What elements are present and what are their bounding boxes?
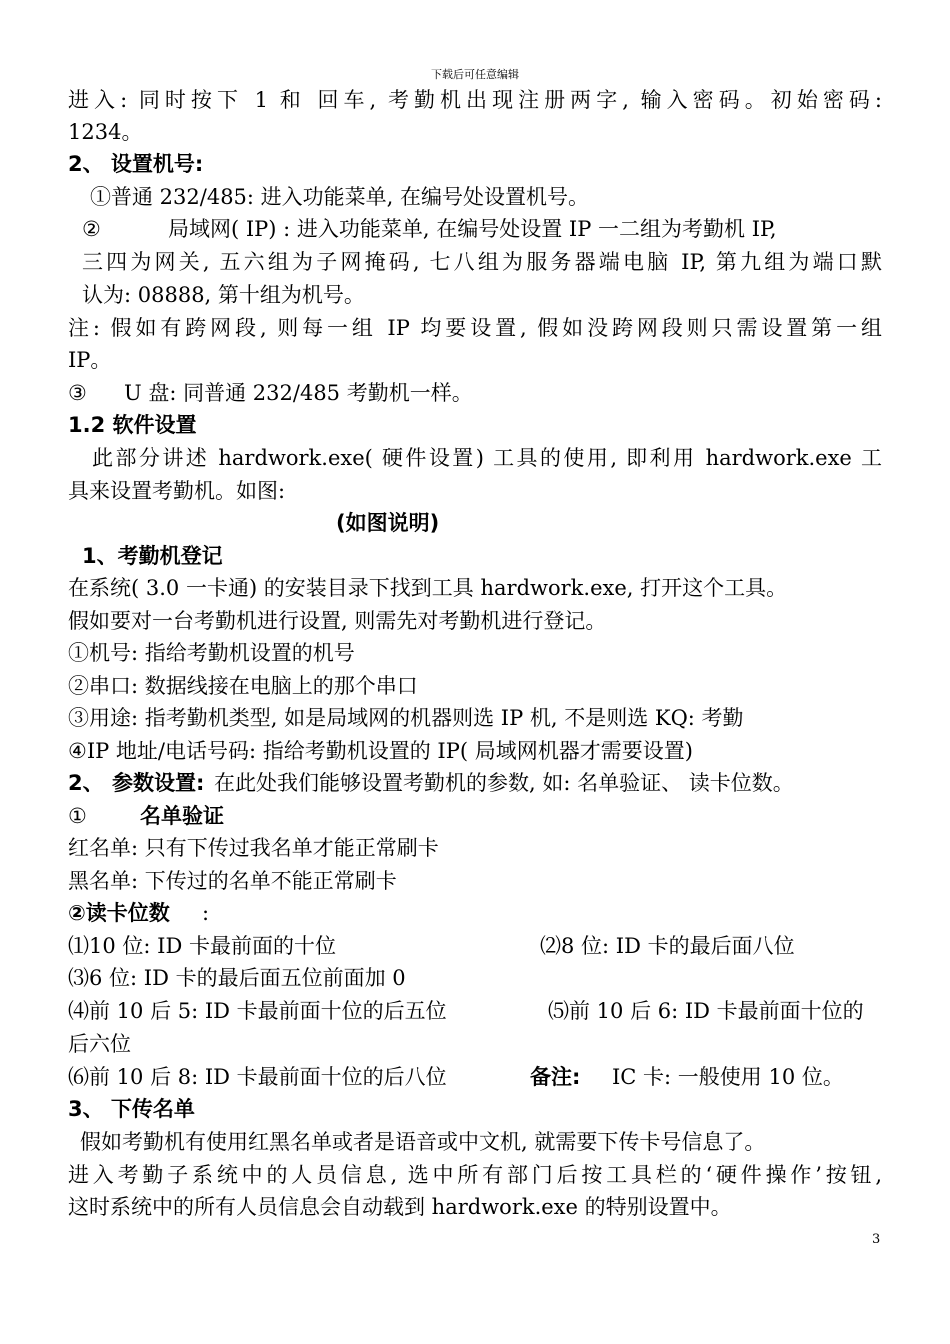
text-line: ③用途: 指考勤机类型, 如是局域网的机器则选 IP 机, 不是则选 KQ: 考勤 bbox=[68, 706, 744, 730]
text-line: ⑷前 10 后 5: ID 卡最前面十位的后五位 bbox=[68, 999, 447, 1023]
subsection-heading: 参数设置: bbox=[112, 771, 205, 795]
text-line: ⑹前 10 后 8: ID 卡最前面十位的后八位 bbox=[68, 1065, 447, 1089]
text-line: ② bbox=[82, 217, 101, 241]
page-header: 下载后可任意编辑 bbox=[431, 68, 519, 81]
text-line: 1234。 bbox=[68, 120, 143, 144]
text-line: 红名单: 只有下传过我名单才能正常刷卡 bbox=[68, 836, 439, 860]
page-number: 3 bbox=[872, 1232, 881, 1247]
text-line: : bbox=[202, 901, 210, 925]
text-line: ⑸前 10 后 6: ID 卡最前面十位的 bbox=[548, 999, 864, 1023]
text-line: ③ bbox=[68, 381, 87, 405]
note-label: 备注: bbox=[530, 1065, 581, 1089]
text-line: 认为: 08888, 第十组为机号。 bbox=[82, 283, 365, 307]
text-line: ①机号: 指给考勤机设置的机号 bbox=[68, 641, 355, 665]
list-number: 2、 bbox=[68, 771, 104, 795]
text-line: 进入考勤子系统中的人员信息, 选中所有部门后按工具栏的‘硬件操作’按钮, bbox=[68, 1163, 882, 1187]
text-line: 黑名单: 下传过的名单不能正常刷卡 bbox=[68, 869, 397, 893]
text-line: IC 卡: 一般使用 10 位。 bbox=[612, 1065, 844, 1089]
section-heading: 2、 设置机号: bbox=[68, 152, 204, 176]
text-line: 后六位 bbox=[68, 1032, 131, 1056]
text-line: IP。 bbox=[68, 348, 112, 372]
text-line: ⑴10 位: ID 卡最前面的十位 bbox=[68, 934, 336, 958]
text-line: ⑵8 位: ID 卡的最后面八位 bbox=[540, 934, 795, 958]
text-line: 局域网( IP) : 进入功能菜单, 在编号处设置 IP 一二组为考勤机 IP, bbox=[168, 217, 777, 241]
text-line: U 盘: 同普通 232/485 考勤机一样。 bbox=[124, 381, 473, 405]
text-line: ①普通 232/485: 进入功能菜单, 在编号处设置机号。 bbox=[90, 185, 590, 209]
list-number: ① bbox=[68, 804, 87, 828]
text-line: 假如考勤机有使用红黑名单或者是语音或中文机, 就需要下传卡号信息了。 bbox=[80, 1130, 766, 1154]
subsection-heading: 1、考勤机登记 bbox=[82, 544, 223, 568]
text-line: ②串口: 数据线接在电脑上的那个串口 bbox=[68, 674, 418, 698]
text-line: ④IP 地址/电话号码: 指给考勤机设置的 IP( 局域网机器才需要设置) bbox=[68, 739, 693, 763]
text-line: 三四为网关, 五六组为子网掩码, 七八组为服务器端电脑 IP, 第九组为端口默 bbox=[82, 250, 882, 274]
subsection-heading: 名单验证 bbox=[140, 804, 224, 828]
text-line: 这时系统中的所有人员信息会自动载到 hardwork.exe 的特别设置中。 bbox=[68, 1195, 732, 1219]
text-line: 此部分讲述 hardwork.exe( 硬件设置) 工具的使用, 即利用 hardwork.exe 工 bbox=[92, 446, 882, 470]
section-heading: 1.2 软件设置 bbox=[68, 413, 197, 437]
text-line: 具来设置考勤机。如图: bbox=[68, 479, 286, 503]
subsection-heading: ②读卡位数 bbox=[68, 901, 170, 925]
text-line: ⑶6 位: ID 卡的最后面五位前面加 0 bbox=[68, 966, 406, 990]
figure-caption: (如图说明) bbox=[336, 511, 440, 535]
text-line: 进入: 同时按下 1 和 回车, 考勤机出现注册两字, 输入密码。初始密码: bbox=[68, 88, 882, 112]
text-line: 在系统( 3.0 一卡通) 的安装目录下找到工具 hardwork.exe, 打开这个工具。 bbox=[68, 576, 788, 600]
section-heading: 3、 下传名单 bbox=[68, 1097, 195, 1121]
text-line: 注: 假如有跨网段, 则每一组 IP 均要设置, 假如没跨网段则只需设置第一组 bbox=[68, 316, 882, 340]
text-line: 在此处我们能够设置考勤机的参数, 如: 名单验证、 读卡位数。 bbox=[214, 771, 794, 795]
text-line: 假如要对一台考勤机进行设置, 则需先对考勤机进行登记。 bbox=[68, 609, 607, 633]
